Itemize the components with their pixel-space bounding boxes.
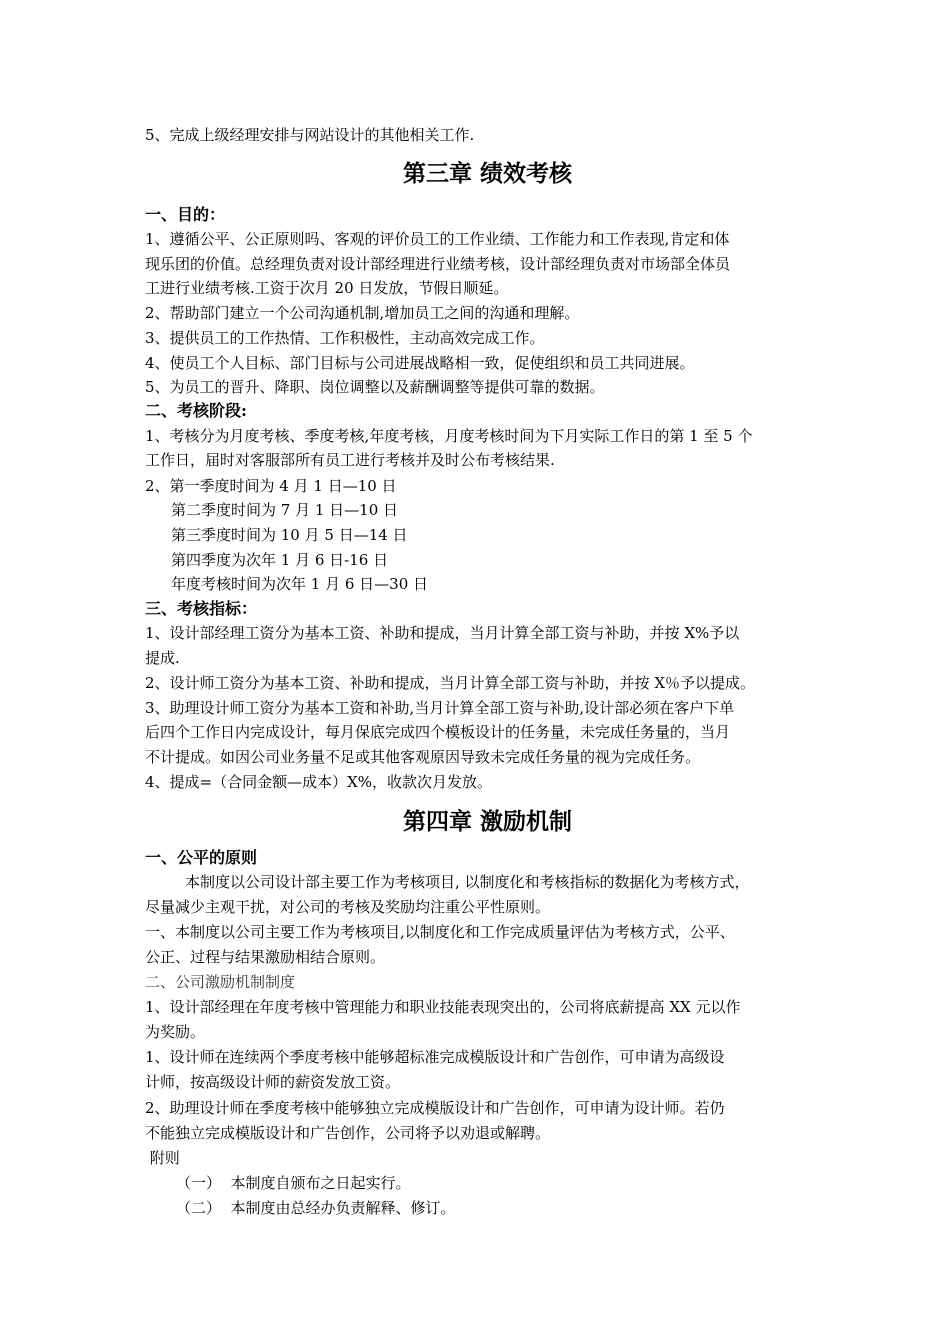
chapter-4-title: 第四章 激励机制 <box>402 808 572 835</box>
ch4-para1-line: 本制度以公司设计部主要工作为考核项目, 以制度化和考核指标的数据化为考核方式， <box>185 873 750 891</box>
ch4-item-line: 1、设计师在连续两个季度考核中能够超标准完成模版设计和广告创作，可申请为高级设 <box>145 1048 725 1066</box>
appendix-item: （二） 本制度由总经办负责解释、修订。 <box>176 1199 456 1217</box>
schedule-line: 第三季度时间为 10 月 5 日—14 日 <box>171 526 408 544</box>
ch3-s1-line: 工进行业绩考核.工资于次月 20 日发放，节假日顺延。 <box>145 279 509 297</box>
ch4-item-line: 为奖励。 <box>145 1023 206 1041</box>
ch3-s1-line: 3、提供员工的工作热情、工作积极性，主动高效完成工作。 <box>145 329 545 347</box>
ch3-s3-line: 提成. <box>145 649 180 667</box>
ch3-s3-line: 后四个工作日内完成设计，每月保底完成四个模板设计的任务量，未完成任务量的，当月 <box>145 723 731 741</box>
ch3-s1-line: 现乐团的价值。总经理负责对设计部经理进行业绩考核，设计部经理负责对市场部全体员 <box>145 255 731 273</box>
ch3-s2-line: 2、第一季度时间为 4 月 1 日—10 日 <box>145 477 397 495</box>
ch3-s3-line: 4、提成=（合同金额—成本）X%，收款次月发放。 <box>145 773 493 791</box>
ch4-sub-heading: 二、公司激励机制制度 <box>145 973 296 991</box>
ch4-section-1-heading: 一、公平的原则 <box>145 848 258 867</box>
ch4-item-line: 不能独立完成模版设计和广告创作，公司将予以劝退或解聘。 <box>145 1124 551 1142</box>
ch4-item-line: 2、助理设计师在季度考核中能够独立完成模版设计和广告创作，可申请为设计师。若仍 <box>145 1099 725 1117</box>
chapter-3-title: 第三章 绩效考核 <box>402 160 572 187</box>
ch4-para2-line: 一、本制度以公司主要工作为考核项目,以制度化和工作完成质量评估为考核方式，公平、 <box>145 923 735 941</box>
ch4-item-line: 计师，按高级设计师的薪资发放工资。 <box>145 1073 401 1091</box>
ch3-s3-line: 1、设计部经理工资分为基本工资、补助和提成，当月计算全部工资与补助，并按 X%予以 <box>145 624 740 642</box>
ch3-section-2-heading: 二、考核阶段: <box>145 401 247 420</box>
ch3-section-3-heading: 三、考核指标： <box>145 599 258 618</box>
schedule-line: 第二季度时间为 7 月 1 日—10 日 <box>171 501 399 519</box>
ch4-item-line: 1、设计部经理在年度考核中管理能力和职业技能表现突出的，公司将底薪提高 XX 元以作 <box>145 998 741 1016</box>
intro-line: 5、完成上级经理安排与网站设计的其他相关工作. <box>145 126 475 144</box>
ch3-s1-line: 1、遵循公平、公正原则吗、客观的评价员工的工作业绩、工作能力和工作表现,肯定和体 <box>145 230 730 248</box>
schedule-line: 年度考核时间为次年 1 月 6 日—30 日 <box>171 575 429 593</box>
ch3-s2-line: 1、考核分为月度考核、季度考核,年度考核，月度考核时间为下月实际工作日的第 1 至 5 个 <box>145 427 753 445</box>
ch3-s3-line: 2、设计师工资分为基本工资、补助和提成，当月计算全部工资与补助，并按 X％予以提成。 <box>145 674 755 692</box>
ch3-s3-line: 3、助理设计师工资分为基本工资和补助,当月计算全部工资与补助,设计部必须在客户下单 <box>145 699 735 717</box>
ch3-s3-line: 不计提成。如因公司业务量不足或其他客观原因导致未完成任务量的视为完成任务。 <box>145 748 701 766</box>
ch4-para2-line: 公正、过程与结果激励相结合原则。 <box>145 948 386 966</box>
ch3-s1-line: 4、使员工个人目标、部门目标与公司进展战略相一致，促使组织和员工共同进展。 <box>145 354 695 372</box>
schedule-line: 第四季度为次年 1 月 6 日-16 日 <box>171 551 389 569</box>
ch4-para1-line: 尽量减少主观干扰，对公司的考核及奖励均注重公平性原则。 <box>145 898 551 916</box>
ch3-s1-line: 5、为员工的晋升、降职、岗位调整以及薪酬调整等提供可靠的数据。 <box>145 378 605 396</box>
ch3-section-1-heading: 一、目的： <box>145 205 226 224</box>
ch3-s2-line: 工作日，届时对客服部所有员工进行考核并及时公布考核结果. <box>145 451 555 469</box>
appendix-heading: 附则 <box>145 1149 180 1167</box>
appendix-item: （一） 本制度自颁布之日起实行。 <box>176 1174 411 1192</box>
ch3-s1-line: 2、帮助部门建立一个公司沟通机制,增加员工之间的沟通和理解。 <box>145 304 580 322</box>
